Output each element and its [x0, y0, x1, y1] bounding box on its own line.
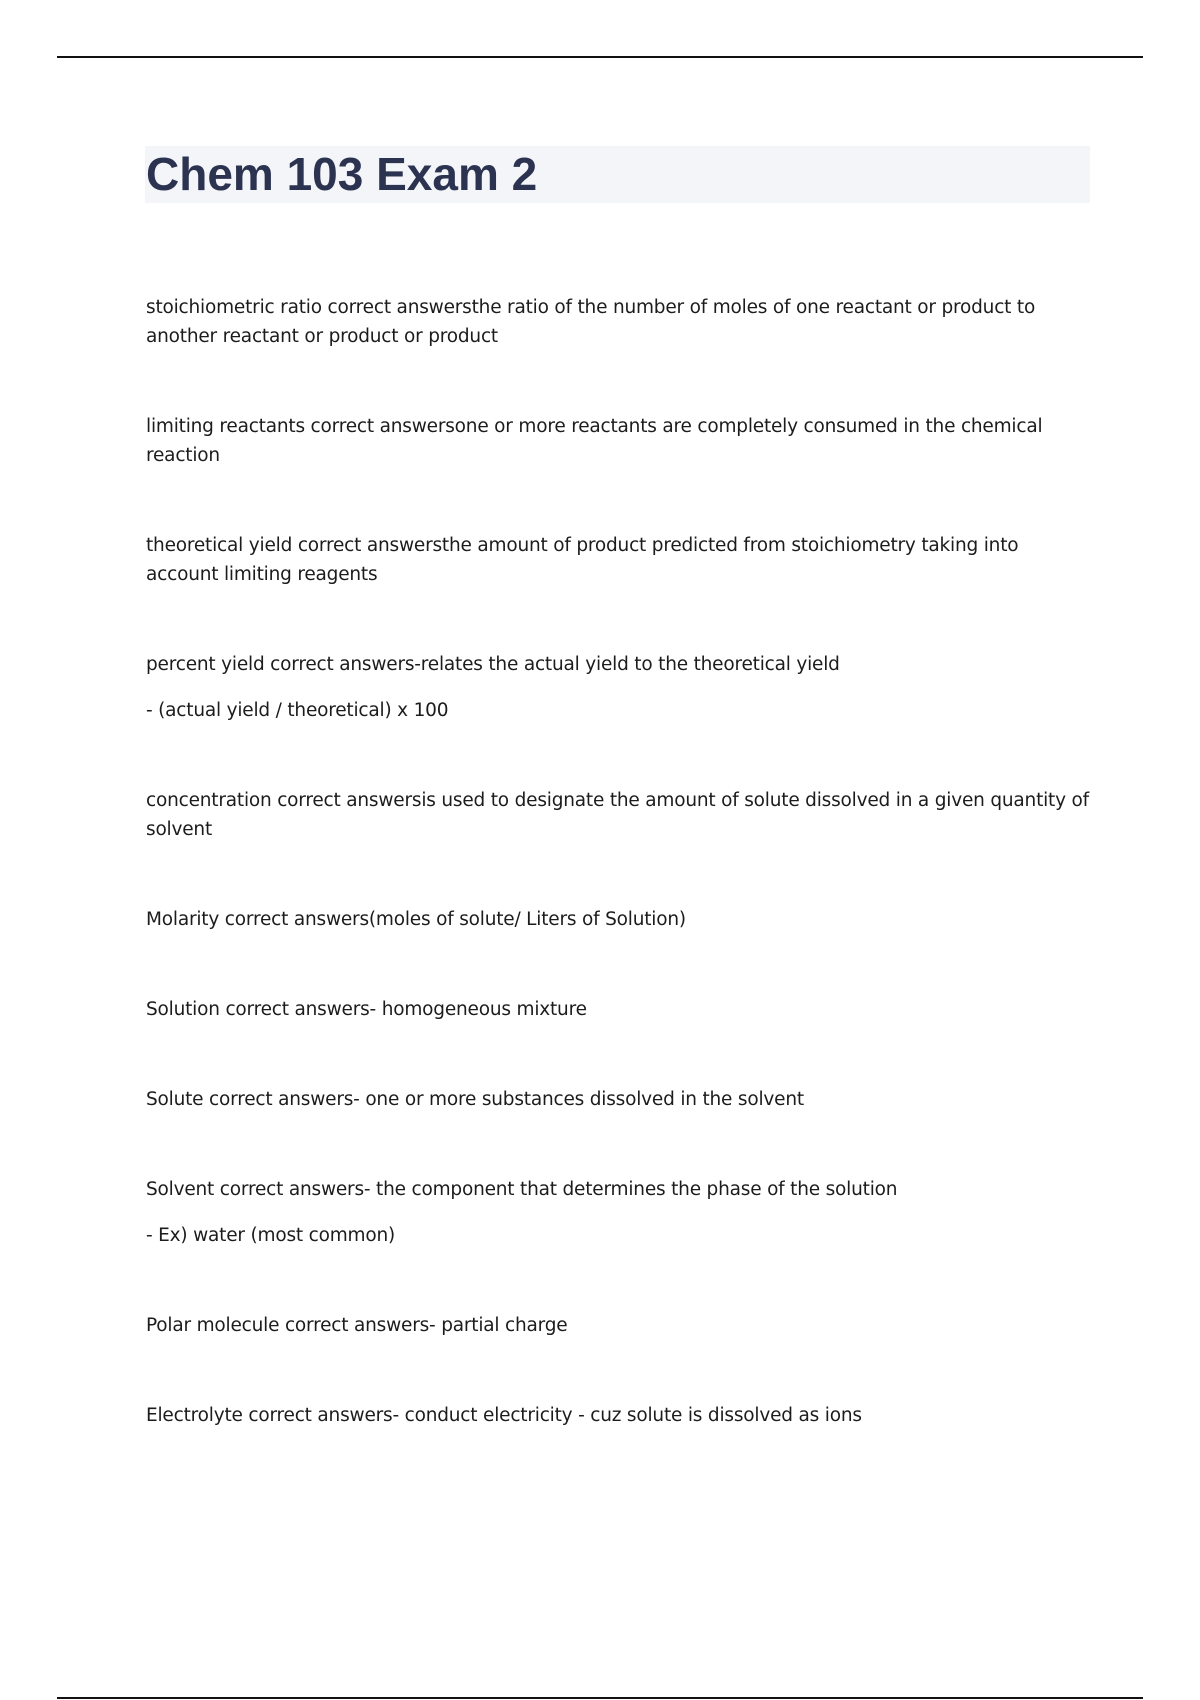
bottom-rule	[57, 1697, 1143, 1699]
flashcard-text: Polar molecule correct answers- partial charge	[146, 1315, 568, 1336]
flashcard-entry	[146, 1311, 1096, 1340]
flashcard-entry	[146, 905, 1096, 934]
flashcard-text: Solute correct answers- one or more substances dissolved in the solvent	[146, 1089, 804, 1110]
flashcard-text: limiting reactants correct answersone or more reactants are completely consumed in the chemical reaction	[146, 416, 1043, 466]
flashcard-text: Solvent correct answers- the component that determines the phase of the solution	[146, 1179, 898, 1200]
top-rule	[57, 56, 1143, 58]
flashcard-list	[146, 293, 1096, 1430]
flashcard-subtext: - Ex) water (most common)	[146, 1225, 396, 1246]
flashcard-entry	[146, 786, 1096, 844]
flashcard-text: concentration correct answersis used to designate the amount of solute dissolved in a given quantity of solvent	[146, 790, 1089, 840]
flashcard-entry	[146, 293, 1096, 351]
flashcard-entry	[146, 1401, 1096, 1430]
flashcard-entry	[146, 1085, 1096, 1114]
page-title: Chem 103 Exam 2	[146, 148, 538, 200]
flashcard-text: Solution correct answers- homogeneous mixture	[146, 999, 587, 1020]
flashcard-entry	[146, 995, 1096, 1024]
flashcard-entry	[146, 412, 1096, 470]
flashcard-text: Molarity correct answers(moles of solute/ Liters of Solution)	[146, 909, 686, 930]
flashcard-text: percent yield correct answers-relates the actual yield to the theoretical yield	[146, 654, 840, 675]
flashcard-entry	[146, 1175, 1096, 1250]
flashcard-text: theoretical yield correct answersthe amount of product predicted from stoichiometry taking into account limiting reagents	[146, 535, 1019, 585]
flashcard-text: Electrolyte correct answers- conduct electricity - cuz solute is dissolved as ions	[146, 1405, 862, 1426]
flashcard-text: stoichiometric ratio correct answersthe ratio of the number of moles of one reactant or product to another reactant or product or product	[146, 297, 1036, 347]
flashcard-subtext: - (actual yield / theoretical) x 100	[146, 700, 449, 721]
flashcard-entry	[146, 531, 1096, 589]
flashcard-entry	[146, 650, 1096, 725]
